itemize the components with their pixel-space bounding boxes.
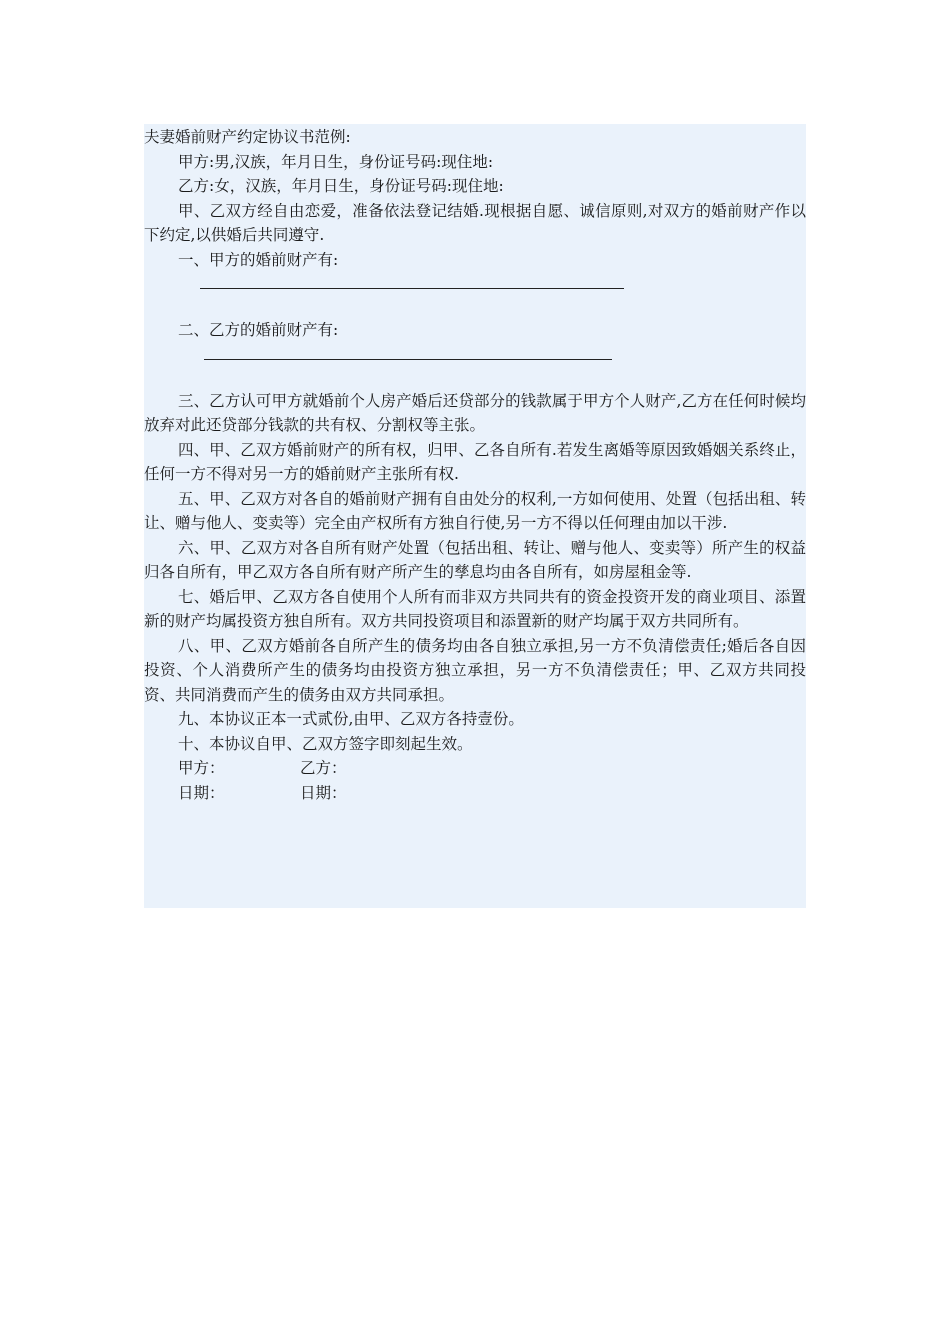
signature-row — [144, 756, 806, 781]
clause-3: 三、乙方认可甲方就婚前个人房产婚后还贷部分的钱款属于甲方个人财产,乙方在任何时候均放弃对此还贷部分钱款的共有权、分割权等主张。 — [144, 391, 806, 434]
clause-9: 九、本协议正本一式贰份,由甲、乙双方各持壹份。 — [178, 710, 524, 728]
preamble-paragraph: 甲、乙双方经自由恋爱，准备依法登记结婚.现根据自愿、诚信原则,对双方的婚前财产作以下约定,以供婚后共同遵守. — [144, 201, 806, 244]
clause-10: 十、本协议自甲、乙双方签字即刻起生效。 — [178, 734, 473, 753]
party-a-property-blank — [144, 272, 806, 308]
party-b-signature-label: 乙方： — [300, 759, 347, 777]
clause-6: 六、甲、乙双方对各自所有财产处置（包括出租、转让、赠与他人、变卖等）所产生的权益归各自所有，甲乙双方各自所有财产所产生的孳息均由各自所有，如房屋租金等. — [144, 538, 806, 581]
clause-4: 四、甲、乙双方婚前财产的所有权，归甲、乙各自所有.若发生离婚等原因致婚姻关系终止，任何一方不得对另一方的婚前财产主张所有权. — [144, 440, 806, 483]
party-a-signature-label: 甲方： — [178, 759, 225, 777]
party-b-date-label: 日期： — [300, 783, 347, 802]
document-title: 夫妻婚前财产约定协议书范例: — [144, 128, 351, 146]
party-a-date-label: 日期： — [178, 783, 225, 802]
clause-1-heading: 一、甲方的婚前财产有: — [178, 250, 339, 269]
fill-in-line — [204, 359, 612, 360]
clause-7: 七、婚后甲、乙双方各自使用个人所有而非双方共同共有的资金投资开发的商业项目、添置新的财产均属投资方独自所有。双方共同投资项目和添置新的财产均属于双方共同所有。 — [144, 587, 806, 630]
clause-2-heading: 二、乙方的婚前财产有: — [178, 321, 339, 339]
date-row — [144, 781, 806, 806]
party-a-info: 甲方:男,汉族，年月日生，身份证号码:现住地: — [178, 152, 494, 171]
party-b-info: 乙方:女，汉族，年月日生，身份证号码:现住地: — [178, 177, 504, 195]
party-b-property-blank — [144, 343, 806, 379]
clause-5: 五、甲、乙双方对各自的婚前财产拥有自由处分的权利,一方如何使用、处置（包括出租、转让、赠与他人、变卖等）完全由产权所有方独自行使,另一方不得以任何理由加以干涉. — [144, 489, 806, 532]
clause-8: 八、甲、乙双方婚前各自所产生的债务均由各自独立承担,另一方不负清偿责任;婚后各自因投资、个人消费所产生的债务均由投资方独立承担，另一方不负清偿责任；甲、乙双方共同投资、共同消费而产生的债务由双方共同承担。 — [144, 636, 806, 704]
fill-in-line — [200, 288, 624, 289]
agreement-document — [144, 124, 806, 908]
